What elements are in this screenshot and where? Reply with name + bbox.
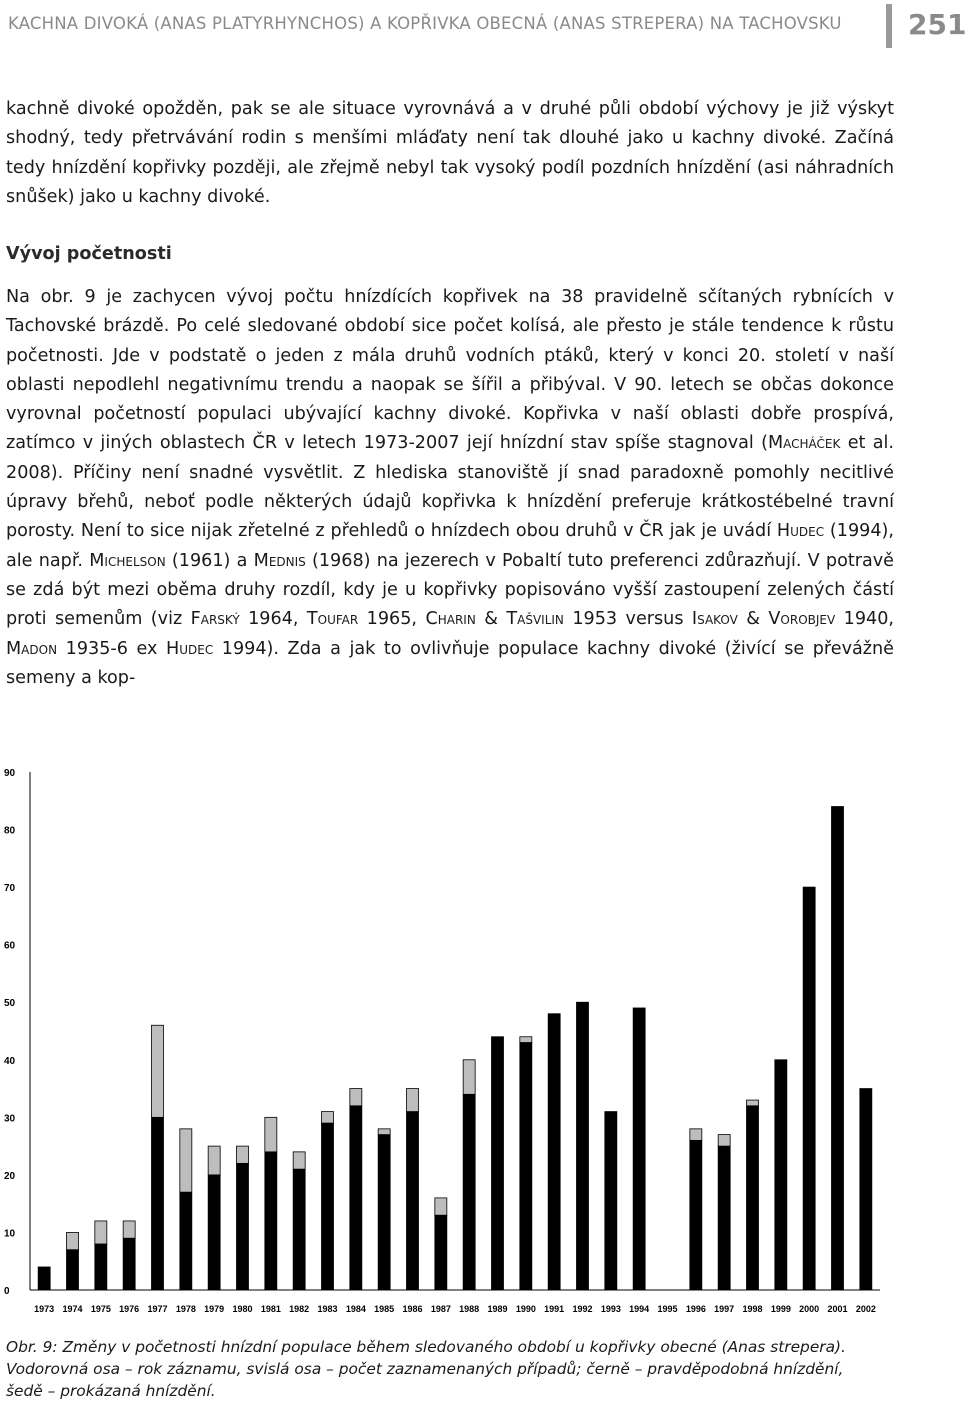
citation-author: Charin & Tašvilin: [425, 609, 564, 630]
text-run: 1940,: [835, 609, 894, 630]
x-tick-label: 1986: [402, 1304, 423, 1314]
x-tick-label: 1999: [770, 1304, 791, 1314]
bar-probable-1999: [775, 1060, 787, 1290]
x-tick-label: 1995: [657, 1304, 678, 1314]
x-tick-label: 1985: [374, 1304, 395, 1314]
x-tick-label: 1988: [459, 1304, 480, 1314]
citation-author: Hudec: [776, 521, 825, 542]
caption-line: Vodorovná osa – rok záznamu, svislá osa – počet zaznamenaných případů; černě – pravděpodobná hnízdění,: [6, 1360, 844, 1378]
bar-probable-2000: [803, 887, 815, 1290]
x-tick-label: 1987: [430, 1304, 451, 1314]
bar-chart-svg: [0, 750, 960, 1330]
text-run: Na obr. 9 je zachycen vývoj počtu hnízdících kopřivek na 38 pravidelně sčítaných rybnících v Tachovské brázdě. Po celé sledované období sice počet kolísá, ale přesto je stále tendence k růstu početnosti. Jde v podstatě o jeden z mála druhů vodních ptáků, který v konci 20. století v naší oblasti nepodlehl negativnímu trendu a naopak se šířil a přibýval. V 90. letech se občas dokonce vyrovnal početností populaci ubývající kachny divoké. Kopřivka v naší oblasti dobře prospívá, zatímco v jiných oblastech ČR v letech 1973-2007 její hnízdní stav spíše stagnoval (: [6, 287, 894, 454]
citation-author: Farský: [190, 609, 240, 630]
y-tick-label: 70: [4, 883, 16, 895]
citation-author: Michelson: [89, 550, 166, 571]
bar-probable-1973: [38, 1267, 50, 1290]
bar-proven-1975: [95, 1221, 107, 1244]
x-tick-label: 1989: [487, 1304, 508, 1314]
x-tick-label: 1975: [90, 1304, 111, 1314]
page-number: 251: [908, 8, 966, 41]
y-tick-label: 90: [4, 768, 16, 779]
x-tick-label: 1991: [544, 1304, 565, 1314]
caption-line: šedě – prokázaná hnízdění.: [6, 1382, 216, 1400]
bar-probable-1989: [492, 1037, 504, 1290]
bar-probable-1992: [577, 1002, 589, 1290]
caption-line: Obr. 9: Změny v početnosti hnízdní populace během sledovaného období u kopřivky obecné (Anas strepera).: [6, 1338, 846, 1356]
bar-proven-1978: [180, 1129, 192, 1192]
citation-author: Mednis: [253, 550, 306, 571]
text-run: 1935-6 ex: [57, 638, 166, 659]
bar-proven-1986: [407, 1089, 419, 1112]
y-tick-label: 30: [4, 1113, 16, 1125]
text-run: 1994). Zda a jak to ovlivňuje populace kachny divoké (živící se převážně semeny a kop-: [6, 638, 894, 688]
x-tick-label: 1998: [742, 1304, 763, 1314]
running-title: KACHNA DIVOKÁ (ANAS PLATYRHYNCHOS) A KOPŘIVKA OBECNÁ (ANAS STREPERA) NA TACHOVSKU: [8, 14, 842, 33]
bar-probable-1980: [237, 1163, 249, 1290]
text-run: 1953 versus: [563, 609, 692, 630]
bar-probable-1993: [605, 1112, 617, 1290]
citation-author: Macháček: [767, 433, 841, 454]
x-tick-label: 1979: [204, 1304, 225, 1314]
bar-proven-1980: [237, 1146, 249, 1163]
bar-probable-1979: [208, 1175, 220, 1290]
figure-caption: [6, 1336, 896, 1402]
bar-probable-1987: [435, 1215, 447, 1290]
bar-probable-1998: [747, 1106, 759, 1290]
bar-proven-1987: [435, 1198, 447, 1215]
text-run: (1968) na jezerech v Pobaltí tuto preferenci zdůrazňují. V potravě se zdá být mezi oběma druhy rozdíl, kdy je u kopřivky popisováno vyšší zastoupení zelených částí proti semenům (viz: [6, 550, 895, 630]
x-tick-label: 1980: [232, 1304, 253, 1314]
bar-probable-1991: [548, 1014, 560, 1290]
bar-probable-1997: [718, 1146, 730, 1290]
section-heading: Vývoj početnosti: [6, 244, 172, 264]
paragraph-intro: kachně divoké opožděn, pak se ale situace vyrovnává a v druhé půli období výchovy je již výskyt shodný, tedy přetrvávání rodin s menšími mláďaty není tak dlouhé jako u kachny divoké. Začíná tedy hnízdění kopřivky později, ale zřejmě nebyl tak vysoký podíl pozdních hnízdění (asi náhradních snůšek) jako u kachny divoké.: [6, 99, 894, 207]
x-tick-label: 2002: [855, 1304, 876, 1314]
x-tick-label: 1976: [119, 1304, 140, 1314]
bar-proven-1977: [152, 1025, 164, 1117]
x-tick-label: 1974: [62, 1304, 83, 1314]
citation-author: Hudec: [165, 638, 214, 659]
y-tick-label: 20: [4, 1170, 16, 1182]
bar-probable-1974: [67, 1250, 79, 1290]
bar-probable-1985: [378, 1135, 390, 1290]
bar-proven-1984: [350, 1089, 362, 1106]
citation-author: Isakov & Vorobjev: [691, 609, 836, 630]
bar-probable-1988: [463, 1094, 475, 1290]
text-run: (1961) a: [165, 550, 254, 571]
bar-probable-1983: [322, 1123, 334, 1290]
bar-proven-1982: [293, 1152, 305, 1169]
y-tick-label: 60: [4, 940, 16, 952]
bar-probable-1990: [520, 1043, 532, 1290]
bar-probable-1996: [690, 1140, 702, 1290]
bar-proven-1988: [463, 1060, 475, 1095]
y-tick-label: 10: [4, 1228, 16, 1240]
citation-author: Madon: [6, 638, 58, 659]
bar-proven-1996: [690, 1129, 702, 1141]
text-run: (1994), ale např.: [6, 521, 894, 571]
bar-proven-1983: [322, 1112, 334, 1124]
text-run: 1964,: [239, 609, 307, 630]
bar-probable-1975: [95, 1244, 107, 1290]
x-tick-label: 1997: [714, 1304, 735, 1314]
y-tick-label: 80: [4, 825, 16, 837]
x-tick-label: 1982: [289, 1304, 310, 1314]
x-tick-label: 1984: [345, 1304, 366, 1314]
bar-proven-1997: [718, 1135, 730, 1147]
x-tick-label: 1981: [260, 1304, 281, 1314]
bar-probable-1976: [123, 1238, 135, 1290]
page-header: [0, 0, 966, 56]
x-tick-label: 1996: [685, 1304, 706, 1314]
y-tick-label: 40: [4, 1055, 16, 1067]
bar-proven-1985: [378, 1129, 390, 1135]
citation-author: Toufar: [306, 609, 359, 630]
x-tick-label: 1978: [175, 1304, 196, 1314]
bar-probable-1994: [633, 1008, 645, 1290]
figure-9-chart: [0, 750, 960, 1330]
x-tick-label: 2000: [799, 1304, 820, 1314]
text-run: 1965,: [358, 609, 426, 630]
bar-probable-2001: [832, 807, 844, 1290]
bar-probable-1978: [180, 1192, 192, 1290]
x-tick-label: 1992: [572, 1304, 593, 1314]
header-divider: [886, 4, 892, 48]
bar-proven-1981: [265, 1117, 277, 1152]
bar-probable-1982: [293, 1169, 305, 1290]
x-tick-label: 1977: [147, 1304, 168, 1314]
bar-proven-1974: [67, 1232, 79, 1249]
bar-proven-1979: [208, 1146, 220, 1175]
x-tick-label: 2001: [827, 1304, 848, 1314]
x-tick-label: 1994: [629, 1304, 650, 1314]
y-tick-label: 0: [4, 1286, 10, 1297]
bar-probable-2002: [860, 1089, 872, 1290]
bar-probable-1984: [350, 1106, 362, 1290]
bar-probable-1981: [265, 1152, 277, 1290]
bar-proven-1976: [123, 1221, 135, 1238]
bar-proven-1990: [520, 1037, 532, 1043]
bar-proven-1998: [747, 1100, 759, 1106]
x-tick-label: 1990: [515, 1304, 536, 1314]
paragraph-abundance: [6, 283, 894, 693]
bar-probable-1986: [407, 1112, 419, 1290]
x-tick-label: 1983: [317, 1304, 338, 1314]
bar-probable-1977: [152, 1117, 164, 1290]
text-run: et al. 2008). Příčiny není snadné vysvětlit. Z hlediska stanoviště jí snad paradoxně pomohly necitlivé úpravy břehů, neboť podle některých údajů kopřivka k hnízdění preferuje krátkostébelné travní porosty. Není to sice nijak zřetelné z přehledů o hnízdech obou druhů v ČR jak je uvádí: [6, 433, 894, 542]
x-tick-label: 1973: [34, 1304, 55, 1314]
x-tick-label: 1993: [600, 1304, 621, 1314]
y-tick-label: 50: [4, 998, 16, 1010]
